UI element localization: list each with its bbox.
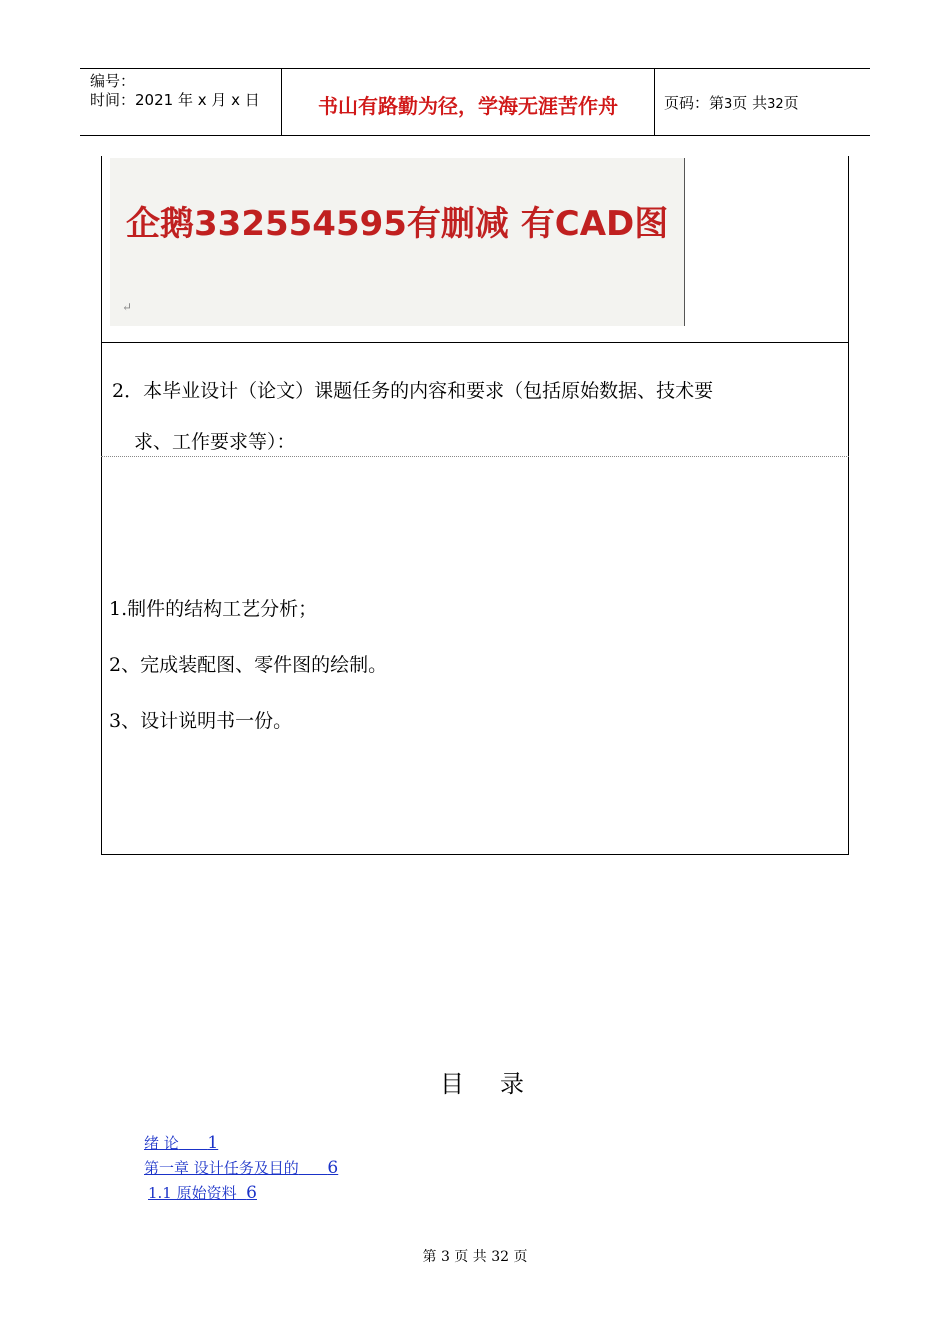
requirement-item-2: 2、完成装配图、零件图的绘制。 [109, 654, 388, 676]
header-bottom-border [80, 135, 870, 136]
table-row-divider [101, 342, 849, 343]
watermark-text: 企鹅332554595有删减 有CAD图 [126, 204, 669, 244]
page-suffix: 页 [783, 94, 799, 112]
header-divider-right [654, 68, 655, 136]
toc-title: 目录 [440, 1070, 560, 1098]
header-time-label: 时间：2021 年 x 月 x 日 [90, 91, 260, 109]
toc-entry-label: 第一章 设计任务及目的 [144, 1159, 299, 1177]
toc-entry-chapter1[interactable] [144, 1157, 338, 1178]
toc-entry-section-1-1[interactable] [148, 1182, 257, 1203]
table-row-divider-dotted [101, 456, 849, 457]
toc-entry-intro[interactable] [144, 1132, 218, 1153]
return-mark-icon: ↵ [122, 300, 133, 314]
image-cell-divider [684, 158, 685, 326]
header-page-counter [664, 92, 799, 113]
requirement-item-1: 1.制件的结构工艺分析； [109, 598, 318, 620]
toc-entry-page: 6 [327, 1158, 339, 1178]
page-current: 3 [724, 97, 733, 112]
header-motto: 书山有路勤为径，学海无涯苦作舟 [318, 94, 618, 118]
task-heading-line2: 求、工作要求等）： [134, 431, 296, 453]
page-prefix: 页码：第 [664, 94, 725, 112]
requirement-item-3: 3、设计说明书一份。 [109, 710, 293, 732]
toc-entry-label: 1.1 原始资料 [148, 1184, 237, 1202]
task-heading [112, 366, 842, 468]
toc-entry-page: 6 [246, 1183, 257, 1203]
header-number-label: 编号： [90, 72, 136, 90]
header-top-border [80, 68, 870, 69]
page-total: 32 [767, 97, 784, 112]
task-heading-line1: 2．本毕业设计（论文）课题任务的内容和要求（包括原始数据、技术要 [112, 380, 714, 402]
page-mid: 页 共 [732, 94, 768, 112]
toc-entry-label: 绪 论 [144, 1134, 179, 1152]
page-footer: 第 3 页 共 32 页 [422, 1249, 528, 1265]
toc-entry-page: 1 [207, 1133, 219, 1153]
